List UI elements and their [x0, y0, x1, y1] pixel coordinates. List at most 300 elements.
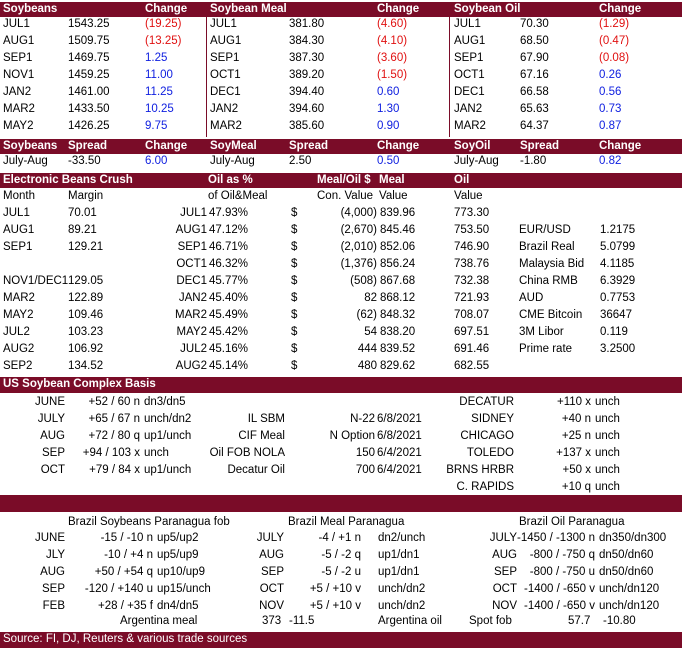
- bean-price: 1509.75: [68, 35, 110, 47]
- brazil-bean-change: up5/up2: [157, 532, 199, 544]
- meal-month: MAR2: [210, 120, 242, 132]
- oil-value: 773.30: [454, 207, 490, 219]
- meal-value-subheader: Value: [379, 190, 408, 202]
- brazil-meal-basis: +5 / +10 v: [309, 583, 361, 595]
- location: BRNS HRBR: [446, 464, 514, 476]
- brazil-meal-month: OCT: [259, 583, 284, 595]
- oil-share-pct: 45.77%: [209, 275, 249, 287]
- meal-price: 394.40: [289, 86, 325, 98]
- brazil-oil-basis: -800 / -750 q: [529, 549, 595, 561]
- brazil-bean-change: up15/unch: [157, 583, 211, 595]
- meal-value: 848.32: [380, 309, 416, 321]
- meal-month: OCT1: [210, 69, 241, 81]
- location: C. RAPIDS: [456, 481, 514, 493]
- product-label: Decatur Oil: [227, 464, 285, 476]
- oil-change: 0.56: [599, 86, 622, 98]
- brazil-bean-basis: +28 / +35 f: [98, 600, 153, 612]
- spread-soybeans-change-header: Change: [145, 140, 188, 152]
- location: TOLEDO: [466, 447, 514, 459]
- con-value-subheader: Con. Value: [317, 190, 374, 202]
- futures-row: [0, 69, 682, 85]
- spread-soybeans-header: Soybeans: [3, 140, 58, 152]
- crush-row: [0, 224, 682, 240]
- product-label: Oil FOB NOLA: [209, 447, 285, 459]
- basis-value: +94 / 103 x: [82, 447, 140, 459]
- oil-share-month: JUL1: [180, 207, 207, 219]
- oil-value: 721.93: [454, 292, 490, 304]
- meal-change: 0.60: [377, 86, 400, 98]
- meal-oil-con-value: 480: [357, 360, 377, 372]
- fx-label: EUR/USD: [519, 224, 571, 236]
- crush-row: [0, 241, 682, 257]
- oil-change: 0.87: [599, 120, 622, 132]
- brazil-meal-month: NOV: [259, 600, 284, 612]
- meal-change: (1.50): [377, 69, 408, 81]
- meal-value: 839.52: [380, 343, 416, 355]
- oil-share-month: AUG2: [175, 360, 207, 372]
- crush-margin: 103.23: [68, 326, 104, 338]
- spread-soyoil-spread-header: Spread: [520, 140, 559, 152]
- location-basis: +137 x: [556, 447, 591, 459]
- brazil-meal-basis: +5 / +10 v: [309, 600, 361, 612]
- basis-change: unch/dn2: [144, 413, 192, 425]
- oil-value: 746.90: [454, 241, 490, 253]
- oil-share-pct: 45.42%: [209, 326, 249, 338]
- meal-oil-con-value: (1,376): [340, 258, 377, 270]
- meal-oil-con-value: (508): [350, 275, 377, 287]
- oil-share-month: SEP1: [177, 241, 207, 253]
- meal-oil-con-value: 54: [364, 326, 377, 338]
- crush-margin: 89.21: [68, 224, 97, 236]
- bean-price: 1459.25: [68, 69, 110, 81]
- soybean-oil-header: Soybean Oil: [454, 3, 521, 15]
- crush-month: AUG1: [3, 224, 35, 236]
- bean-price: 1433.50: [68, 103, 110, 115]
- bean-change: 11.25: [145, 86, 173, 98]
- oil-pct-header: Oil as %: [208, 174, 253, 186]
- basis-value: +72 / 80 q: [88, 430, 140, 442]
- crush-month: AUG2: [3, 343, 35, 355]
- location-change: unch: [595, 447, 620, 459]
- futures-header: [0, 2, 682, 17]
- brazil-oil-basis: -1400 / -650 v: [524, 600, 595, 612]
- crush-month: SEP1: [3, 241, 33, 253]
- product-date: 6/8/2021: [377, 413, 422, 425]
- crush-margin: 106.92: [68, 343, 104, 355]
- basis-title: US Soybean Complex Basis: [3, 378, 156, 390]
- oil-share-pct: 46.32%: [209, 258, 249, 270]
- oil-value: 753.50: [454, 224, 490, 236]
- dollar-sign: $: [291, 292, 298, 304]
- meal-value: 852.06: [380, 241, 416, 253]
- bean-change: (19.25): [145, 18, 182, 30]
- basis-change: unch: [144, 447, 169, 459]
- crush-row: [0, 309, 682, 325]
- brazil-meal-month: JULY: [256, 532, 284, 544]
- meal-change: (4.60): [377, 18, 408, 30]
- bean-price: 1426.25: [68, 120, 110, 132]
- brazil-meal-month: AUG: [259, 549, 284, 561]
- oil-share-month: MAY2: [176, 326, 207, 338]
- meal-change: 1.30: [377, 103, 400, 115]
- brazil-oil-month: NOV: [492, 600, 517, 612]
- bean-price: 1543.25: [68, 18, 110, 30]
- bean-month: MAY2: [3, 120, 34, 132]
- crush-row: [0, 360, 682, 376]
- crush-month: NOV1/DEC1: [3, 275, 69, 287]
- crush-meal-header: Meal: [379, 174, 405, 186]
- oil-share-month: DEC1: [176, 275, 207, 287]
- oil-price: 70.30: [520, 18, 549, 30]
- product-value: N-22: [350, 413, 375, 425]
- brazil-oil-basis: -1400 / -650 v: [524, 583, 595, 595]
- fx-label: Prime rate: [519, 343, 573, 355]
- oil-price: 67.90: [520, 52, 549, 64]
- meal-value: 829.62: [380, 360, 416, 372]
- brazil-bean-change: up10/up9: [157, 566, 205, 578]
- crush-row: [0, 258, 682, 274]
- oil-share-pct: 47.93%: [209, 207, 249, 219]
- month-subheader: Month: [3, 190, 35, 202]
- footer-bar: [0, 632, 682, 648]
- crush-row: [0, 275, 682, 291]
- meal-price: 381.80: [289, 18, 325, 30]
- bean-month: NOV1: [3, 69, 35, 81]
- argentina-row: [0, 615, 682, 631]
- meal-spread-change: 0.50: [377, 155, 400, 167]
- dollar-sign: $: [291, 343, 298, 355]
- brazil-bean-basis: -120 / +140 u: [84, 583, 153, 595]
- oil-share-pct: 45.40%: [209, 292, 249, 304]
- meal-month: JAN2: [210, 103, 239, 115]
- meal-change: (3.60): [377, 52, 408, 64]
- basis-change: up1/unch: [144, 430, 192, 442]
- soybean-meal-header: Soybean Meal: [210, 3, 287, 15]
- brazil-meal-change: up1/dn1: [378, 566, 420, 578]
- oil-price: 64.37: [520, 120, 549, 132]
- meal-value: 839.96: [380, 207, 416, 219]
- spread-header: [0, 139, 682, 154]
- basis-value: +79 / 84 x: [89, 464, 140, 476]
- futures-divider: [206, 2, 207, 137]
- dollar-sign: $: [291, 326, 298, 338]
- brazil-row: [0, 566, 682, 582]
- oil-change: 0.73: [599, 103, 622, 115]
- argentina-meal-change: -11.5: [289, 615, 315, 627]
- oil-share-pct: 45.16%: [209, 343, 249, 355]
- oil-share-pct: 46.71%: [209, 241, 249, 253]
- basis-header: [0, 377, 682, 393]
- location: SIDNEY: [471, 413, 514, 425]
- crush-title: Electronic Beans Crush: [3, 174, 133, 186]
- oil-share-month: JUL2: [180, 343, 207, 355]
- oil-share-month: AUG1: [175, 224, 207, 236]
- product-date: 6/4/2021: [377, 447, 422, 459]
- oil-change: (0.08): [599, 52, 630, 64]
- brazil-bean-basis: +50 / +54 q: [94, 566, 153, 578]
- oil-value: 732.38: [454, 275, 490, 287]
- location-change: unch: [595, 430, 620, 442]
- brazil-meal-basis: -5 / -2 u: [321, 566, 361, 578]
- oil-share-month: OCT1: [176, 258, 207, 270]
- meal-price: 384.30: [289, 35, 325, 47]
- brazil-meal-change: up1/dn1: [378, 549, 420, 561]
- basis-month: JUNE: [34, 396, 65, 408]
- brazil-oil-change: unch/dn120: [599, 583, 660, 595]
- dollar-sign: $: [291, 275, 298, 287]
- oil-value: 738.76: [454, 258, 490, 270]
- oil-month: MAR2: [454, 120, 486, 132]
- oil-value: 708.07: [454, 309, 490, 321]
- product-label: IL SBM: [247, 413, 285, 425]
- meal-price: 394.60: [289, 103, 325, 115]
- crush-month: MAR2: [3, 292, 35, 304]
- product-date: 6/4/2021: [377, 464, 422, 476]
- brazil-oil-month: SEP: [493, 566, 517, 578]
- spread-soymeal-change-header: Change: [377, 140, 420, 152]
- spread-soymeal-spread-header: Spread: [289, 140, 328, 152]
- bean-change: 9.75: [145, 120, 168, 132]
- futures-row: [0, 103, 682, 119]
- soybeans-header: Soybeans: [3, 3, 58, 15]
- dollar-sign: $: [291, 309, 298, 321]
- oil-change: (1.29): [599, 18, 630, 30]
- crush-subheader: [0, 190, 682, 206]
- fx-label: 3M Libor: [519, 326, 564, 338]
- meal-oil-con-value: (62): [356, 309, 377, 321]
- bean-month: JAN2: [3, 86, 32, 98]
- oil-price: 66.58: [520, 86, 549, 98]
- basis-change: dn3/dn5: [144, 396, 186, 408]
- futures-row: [0, 35, 682, 51]
- argentina-oil-value: 57.7: [568, 615, 591, 627]
- meal-change-header: Change: [377, 3, 420, 15]
- basis-month: JULY: [37, 413, 65, 425]
- brazil-row: [0, 532, 682, 548]
- brazil-meal-change: unch/dn2: [378, 600, 426, 612]
- brazil-meal-basis: -5 / -2 q: [321, 549, 361, 561]
- futures-row: [0, 120, 682, 136]
- fx-value: 0.7753: [600, 292, 636, 304]
- meal-oil-con-value: (4,000): [340, 207, 377, 219]
- meal-price: 389.20: [289, 69, 325, 81]
- crush-row: [0, 292, 682, 308]
- product-label: CIF Meal: [238, 430, 285, 442]
- oil-change-header: Change: [599, 3, 642, 15]
- bean-change: 11.00: [145, 69, 173, 81]
- fx-label: AUD: [519, 292, 544, 304]
- crush-oil-header: Oil: [454, 174, 470, 186]
- fx-value: 5.0799: [600, 241, 636, 253]
- futures-row: [0, 18, 682, 34]
- futures-divider: [449, 2, 450, 137]
- oil-change: (0.47): [599, 35, 630, 47]
- location-basis: +110 x: [557, 396, 591, 408]
- basis-row: [0, 396, 682, 412]
- fx-value: 0.119: [600, 326, 628, 338]
- basis-row: [0, 464, 682, 480]
- brazil-row: [0, 583, 682, 599]
- location-change: unch: [595, 413, 620, 425]
- spot-fob-label: Spot fob: [469, 615, 512, 627]
- meal-oil-con-value: 82: [364, 292, 377, 304]
- soybeans-change-header: Change: [145, 3, 188, 15]
- spread-soymeal-header: SoyMeal: [210, 140, 257, 152]
- meal-spread-value: 2.50: [289, 155, 312, 167]
- crush-month: JUL2: [3, 326, 30, 338]
- oil-share-pct: 45.49%: [209, 309, 249, 321]
- crush-margin: 129.21: [68, 241, 104, 253]
- brazil-bean-basis: -10 / +4 n: [104, 549, 153, 561]
- section-divider-band: [0, 495, 682, 512]
- oil-spread-label: July-Aug: [454, 155, 499, 167]
- crush-margin: 134.52: [68, 360, 104, 372]
- fx-value: 36647: [600, 309, 632, 321]
- brazil-header-row: [0, 516, 682, 532]
- brazil-bean-month: AUG: [40, 566, 65, 578]
- source-note: Source: FI, DJ, Reuters & various trade sources: [3, 633, 248, 645]
- argentina-meal-label: Argentina meal: [120, 615, 198, 627]
- brazil-oil-change: unch/dn120: [599, 600, 660, 612]
- basis-month: OCT: [40, 464, 65, 476]
- fx-value: 3.2500: [600, 343, 636, 355]
- brazil-bean-month: JLY: [46, 549, 65, 561]
- crush-row: [0, 343, 682, 359]
- oil-value-subheader: Value: [454, 190, 483, 202]
- bean-price: 1461.00: [68, 86, 110, 98]
- argentina-meal-value: 373: [262, 615, 282, 627]
- oil-share-pct: 45.14%: [209, 360, 249, 372]
- brazil-row: [0, 600, 682, 616]
- bean-change: 1.25: [145, 52, 168, 64]
- location-basis: +25 n: [561, 430, 591, 442]
- dollar-sign: $: [291, 224, 298, 236]
- basis-month: AUG: [40, 430, 65, 442]
- bean-change: 10.25: [145, 103, 174, 115]
- crush-margin: 109.46: [68, 309, 104, 321]
- meal-oil-con-value: 444: [357, 343, 377, 355]
- oil-price: 68.50: [520, 35, 549, 47]
- location-change: unch: [595, 464, 620, 476]
- crush-row: [0, 326, 682, 342]
- margin-subheader: Margin: [68, 190, 104, 202]
- dollar-sign: $: [291, 241, 298, 253]
- basis-value: +52 / 60 n: [88, 396, 140, 408]
- location-basis: +40 n: [561, 413, 591, 425]
- basis-change: up1/unch: [144, 464, 192, 476]
- futures-row: [0, 86, 682, 102]
- futures-row: [0, 52, 682, 68]
- brazil-bean-month: SEP: [41, 583, 65, 595]
- location-basis: +10 q: [561, 481, 591, 493]
- oil-month: OCT1: [454, 69, 485, 81]
- brazil-bean-change: dn4/dn5: [157, 600, 199, 612]
- oil-change: 0.26: [599, 69, 622, 81]
- fx-value: 4.1185: [600, 258, 635, 270]
- brazil-bean-month: FEB: [42, 600, 65, 612]
- oil-spread-change: 0.82: [599, 155, 622, 167]
- basis-month: SEP: [41, 447, 65, 459]
- bean-spread-change: 6.00: [145, 155, 168, 167]
- basis-row: [0, 430, 682, 446]
- spread-soyoil-change-header: Change: [599, 140, 642, 152]
- meal-price: 387.30: [289, 52, 325, 64]
- brazil-oil-month: JULY: [489, 532, 517, 544]
- brazil-oil-basis: -800 / -750 u: [529, 566, 595, 578]
- bean-month: AUG1: [3, 35, 35, 47]
- spread-soybeans-spread-header: Spread: [68, 140, 107, 152]
- basis-value: +65 / 67 n: [88, 413, 140, 425]
- meal-value: 867.68: [380, 275, 416, 287]
- crush-margin: 70.01: [68, 207, 97, 219]
- bean-price: 1469.75: [68, 52, 110, 64]
- meal-change: 0.90: [377, 120, 400, 132]
- meal-value: 856.24: [380, 258, 416, 270]
- brazil-meal-change: unch/dn2: [378, 583, 426, 595]
- crush-header: [0, 173, 682, 188]
- oil-share-pct: 47.12%: [209, 224, 249, 236]
- oil-spread-value: -1.80: [520, 155, 547, 167]
- meal-month: AUG1: [210, 35, 242, 47]
- fx-value: 1.2175: [600, 224, 636, 236]
- meal-change: (4.10): [377, 35, 408, 47]
- bean-spread-value: -33.50: [68, 155, 101, 167]
- brazil-oil-change: dn350/dn300: [599, 532, 667, 544]
- meal-price: 385.60: [289, 120, 325, 132]
- oil-share-month: MAR2: [175, 309, 207, 321]
- brazil-oil-basis: -1450 / -1300 n: [516, 532, 595, 544]
- oil-month: DEC1: [454, 86, 485, 98]
- oil-month: AUG1: [454, 35, 486, 47]
- brazil-meal-change: dn2/unch: [378, 532, 426, 544]
- spread-soyoil-header: SoyOil: [454, 140, 491, 152]
- bean-month: MAR2: [3, 103, 35, 115]
- oil-share-month: JAN2: [178, 292, 207, 304]
- brazil-bean-basis: -15 / -10 n: [100, 532, 153, 544]
- brazil-oil-month: AUG: [492, 549, 517, 561]
- oil-value: 697.51: [454, 326, 490, 338]
- crush-month: JUL1: [3, 207, 30, 219]
- fx-label: Brazil Real: [519, 241, 575, 253]
- fx-label: Malaysia Bid: [519, 258, 585, 270]
- dollar-sign: $: [291, 258, 298, 270]
- meal-oil-con-value: (2,010): [340, 241, 377, 253]
- crush-margin: 129.05: [68, 275, 104, 287]
- product-value: N Option: [329, 430, 375, 442]
- oil-month: SEP1: [454, 52, 484, 64]
- meal-month: SEP1: [210, 52, 240, 64]
- brazil-bean-month: JUNE: [34, 532, 65, 544]
- location: CHICAGO: [460, 430, 514, 442]
- location-basis: +50 x: [562, 464, 591, 476]
- fx-label: China RMB: [519, 275, 578, 287]
- basis-row: [0, 447, 682, 463]
- product-value: 700: [355, 464, 375, 476]
- crush-margin: 122.89: [68, 292, 104, 304]
- brazil-meal-month: SEP: [260, 566, 284, 578]
- meal-value: 868.12: [380, 292, 416, 304]
- fx-label: CME Bitcoin: [519, 309, 583, 321]
- meal-value: 838.20: [380, 326, 416, 338]
- oil-price: 67.16: [520, 69, 549, 81]
- crush-row: [0, 207, 682, 223]
- argentina-oil-label: Argentina oil: [378, 615, 442, 627]
- bean-month: JUL1: [3, 18, 30, 30]
- oil-month: JAN2: [454, 103, 483, 115]
- crush-month: SEP2: [3, 360, 33, 372]
- dollar-sign: $: [291, 207, 298, 219]
- brazil-bean-change: up5/up9: [157, 549, 199, 561]
